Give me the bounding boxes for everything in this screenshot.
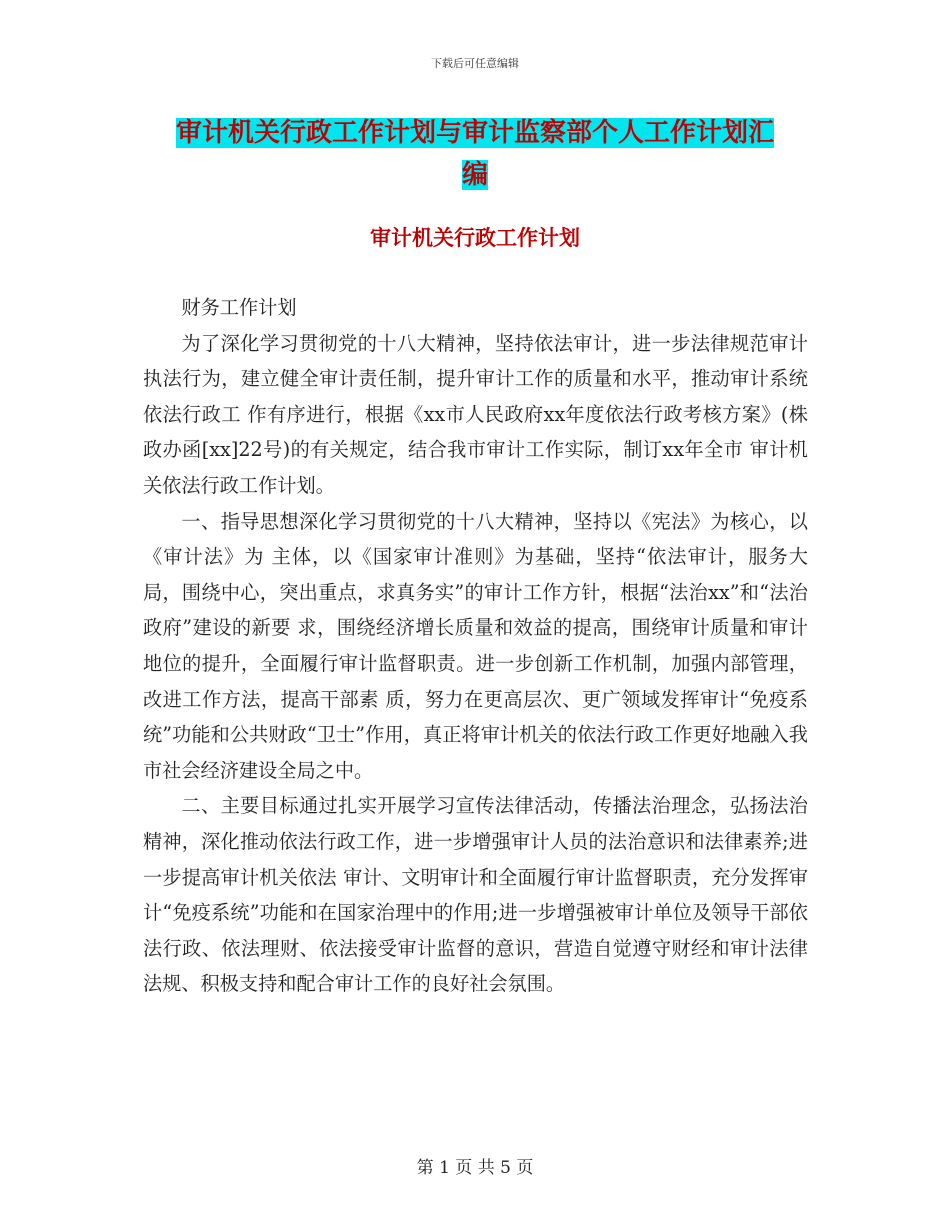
document-title-line-1: 审计机关行政工作计划与审计监察部个人工作计划汇 [175, 118, 774, 148]
document-title [150, 112, 800, 149]
document-title-continued [440, 154, 510, 191]
document-title-line-2: 编 [461, 160, 488, 190]
subheading: 财务工作计划 [181, 296, 297, 319]
header-note: 下载后可任意编辑 [431, 57, 519, 70]
document-body [143, 290, 808, 1002]
paragraph-intro: 为了深化学习贯彻党的十八大精神，坚持依法审计，进一步法律规范审计执法行为，建立健全审计责任制，提升审计工作的质量和水平，推动审计系统依法行政工 作有序进行，根据《xx市人民政府xx年度依法行政考核方案》(株政办函[xx]22号)的有关规定，结合我市审计工作实际，制订xx年全市 审计机关依法行政工作计划。 [143, 331, 808, 497]
paragraph-guiding-ideology: 一、指导思想深化学习贯彻党的十八大精神，坚持以《宪法》为核心，以《审计法》为 主体，以《国家审计准则》为基础，坚持“依法审计，服务大局，围绕中心，突出重点，求真务实”的审计工作方针，根据“法治xx”和“法治政府”建设的新要 求，围绕经济增长质量和效益的提高，围绕审计质量和审计地位的提升，全面履行审计监督职责。进一步创新工作机制，加强内部管理，改进工作方法，提高干部素 质，努力在更高层次、更广领域发挥审计“免疫系统”功能和公共财政“卫士”作用，真正将审计机关的依法行政工作更好地融入我市社会经济建设全局之中。 [143, 509, 808, 782]
section-title: 审计机关行政工作计划 [370, 225, 580, 250]
page-footer: 第 1 页 共 5 页 [416, 1158, 534, 1178]
paragraph-main-goals: 二、主要目标通过扎实开展学习宣传法律活动，传播法治理念，弘扬法治精神，深化推动依法行政工作，进一步增强审计人员的法治意识和法律素养;进一步提高审计机关依法 审计、文明审计和全面履行审计监督职责，充分发挥审计“免疫系统”功能和在国家治理中的作用;进一步增强被审计单位及领导干部依法行政、依法理财、依法接受审计监督的意识，营造自觉遵守财经和审计法律法规、积极支持和配合审计工作的良好社会氛围。 [143, 794, 808, 996]
